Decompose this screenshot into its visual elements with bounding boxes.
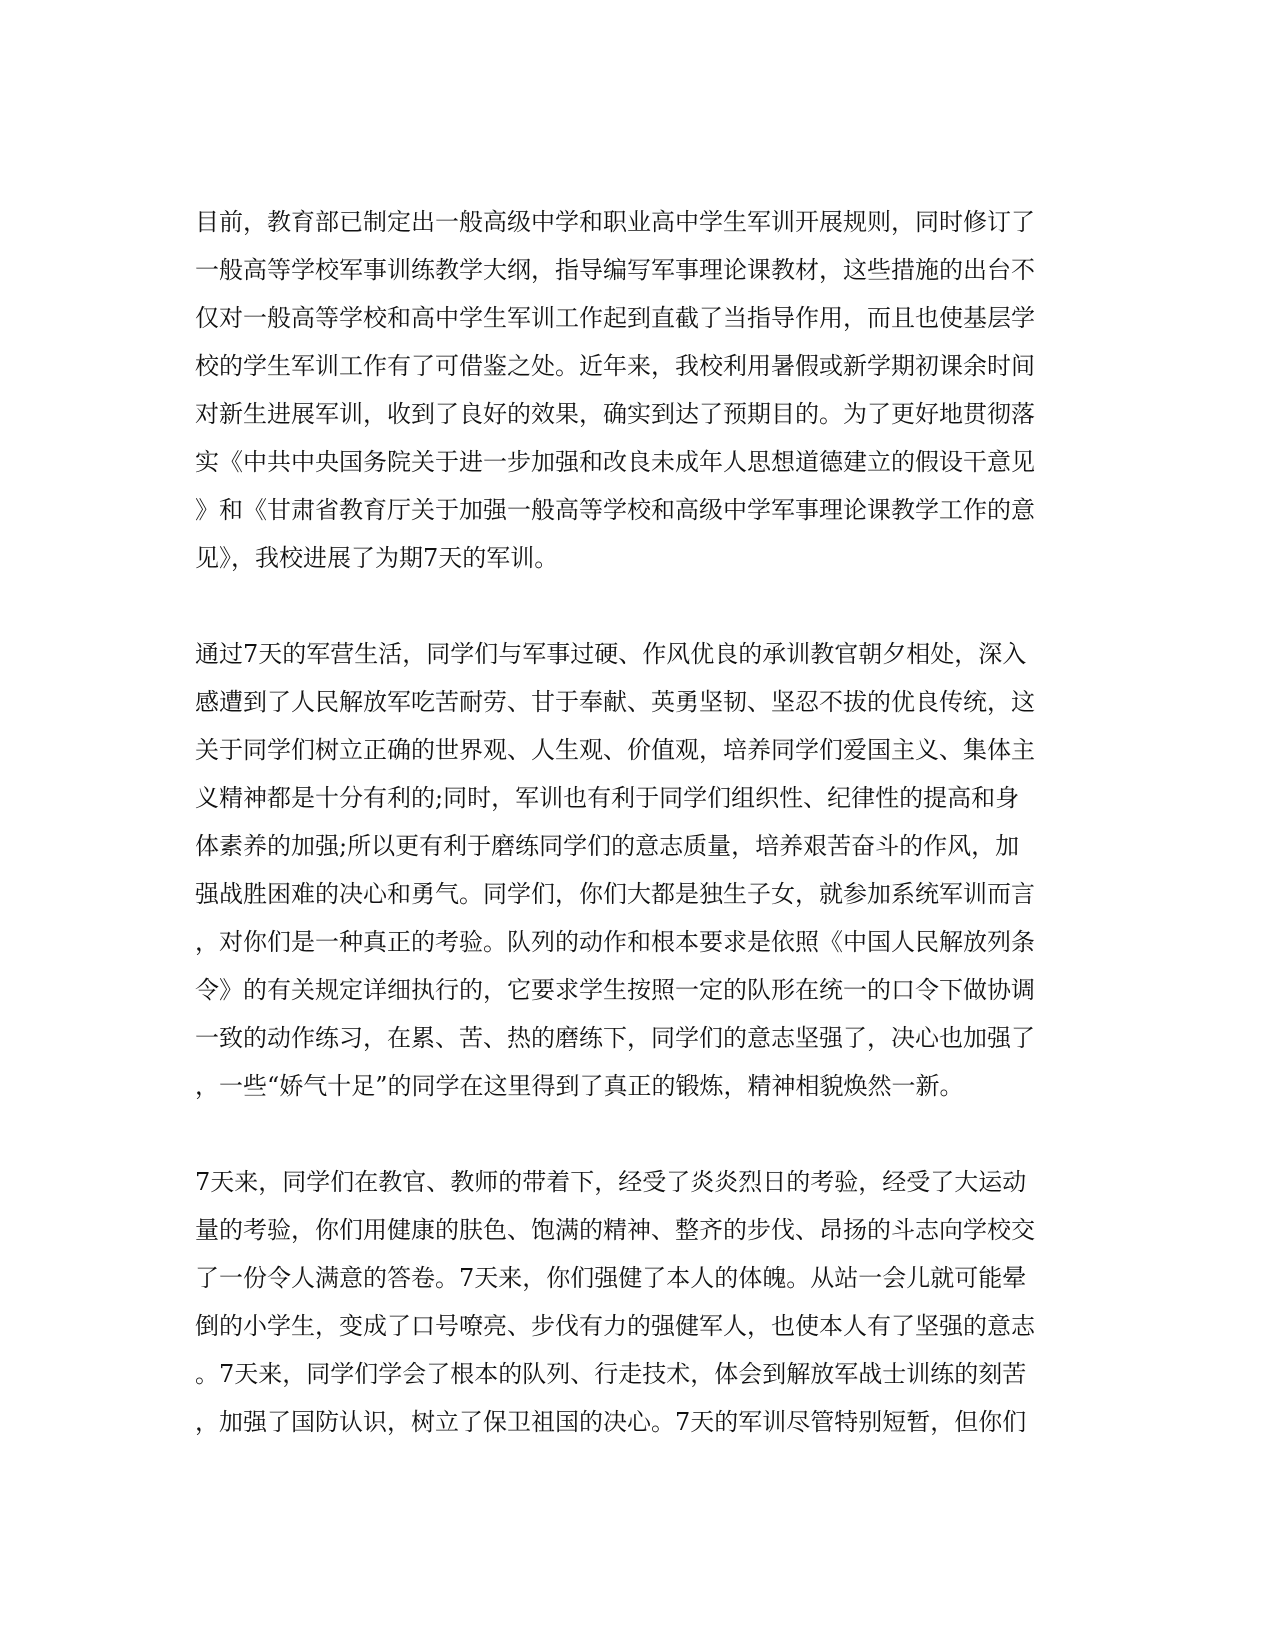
text-line: 》和《甘肃省教育厅关于加强一般高等学校和高级中学军事理论课教学工作的意 bbox=[195, 496, 1035, 524]
text-line: 一般高等学校军事训练教学大纲，指导编写军事理论课教材，这些措施的出台不 bbox=[195, 256, 1035, 284]
paragraph-1 bbox=[195, 198, 1075, 582]
text-line: 义精神都是十分有利的;同时，军训也有利于同学们组织性、纪律性的提高和身 bbox=[195, 784, 1020, 812]
paragraph-3 bbox=[195, 1158, 1075, 1446]
text-line: 强战胜困难的决心和勇气。同学们，你们大都是独生子女，就参加系统军训而言 bbox=[195, 880, 1035, 908]
text-line: 关于同学们树立正确的世界观、人生观、价值观，培养同学们爱国主义、集体主 bbox=[195, 736, 1035, 764]
text-line: 量的考验，你们用健康的肤色、饱满的精神、整齐的步伐、昂扬的斗志向学校交 bbox=[195, 1216, 1035, 1244]
text-line: 体素养的加强;所以更有利于磨练同学们的意志质量，培养艰苦奋斗的作风，加 bbox=[195, 832, 1020, 860]
text-line: 通过7天的军营生活，同学们与军事过硬、作风优良的承训教官朝夕相处，深入 bbox=[195, 640, 1027, 668]
text-line: ，加强了国防认识，树立了保卫祖国的决心。7天的军训尽管特别短暂，但你们 bbox=[195, 1408, 1027, 1436]
text-line: 倒的小学生，变成了口号嘹亮、步伐有力的强健军人，也使本人有了坚强的意志 bbox=[195, 1312, 1035, 1340]
text-line: 一致的动作练习，在累、苦、热的磨练下，同学们的意志坚强了，决心也加强了 bbox=[195, 1024, 1035, 1052]
text-line: 令》的有关规定详细执行的，它要求学生按照一定的队形在统一的口令下做协调 bbox=[195, 976, 1035, 1004]
text-line: 感遭到了人民解放军吃苦耐劳、甘于奉献、英勇坚韧、坚忍不拔的优良传统，这 bbox=[195, 688, 1035, 716]
document-body bbox=[195, 198, 1075, 1494]
text-line: 对新生进展军训，收到了良好的效果，确实到达了预期目的。为了更好地贯彻落 bbox=[195, 400, 1035, 428]
text-line: 目前，教育部已制定出一般高级中学和职业高中学生军训开展规则，同时修订了 bbox=[195, 208, 1035, 236]
text-line: 见》，我校进展了为期7天的军训。 bbox=[195, 544, 559, 572]
text-line: 校的学生军训工作有了可借鉴之处。近年来，我校利用暑假或新学期初课余时间 bbox=[195, 352, 1035, 380]
paragraph-2 bbox=[195, 630, 1075, 1110]
text-line: ，对你们是一种真正的考验。队列的动作和根本要求是依照《中国人民解放列条 bbox=[195, 928, 1035, 956]
text-line: 实《中共中央国务院关于进一步加强和改良未成年人思想道德建立的假设干意见 bbox=[195, 448, 1035, 476]
text-line: ，一些“娇气十足”的同学在这里得到了真正的锻炼，精神相貌焕然一新。 bbox=[195, 1072, 964, 1100]
text-line: 了一份令人满意的答卷。7天来，你们强健了本人的体魄。从站一会儿就可能晕 bbox=[195, 1264, 1027, 1292]
text-line: 仅对一般高等学校和高中学生军训工作起到直截了当指导作用，而且也使基层学 bbox=[195, 304, 1035, 332]
text-line: 7天来，同学们在教官、教师的带着下，经受了炎炎烈日的考验，经受了大运动 bbox=[195, 1168, 1027, 1196]
text-line: 。7天来，同学们学会了根本的队列、行走技术，体会到解放军战士训练的刻苦 bbox=[195, 1360, 1027, 1388]
